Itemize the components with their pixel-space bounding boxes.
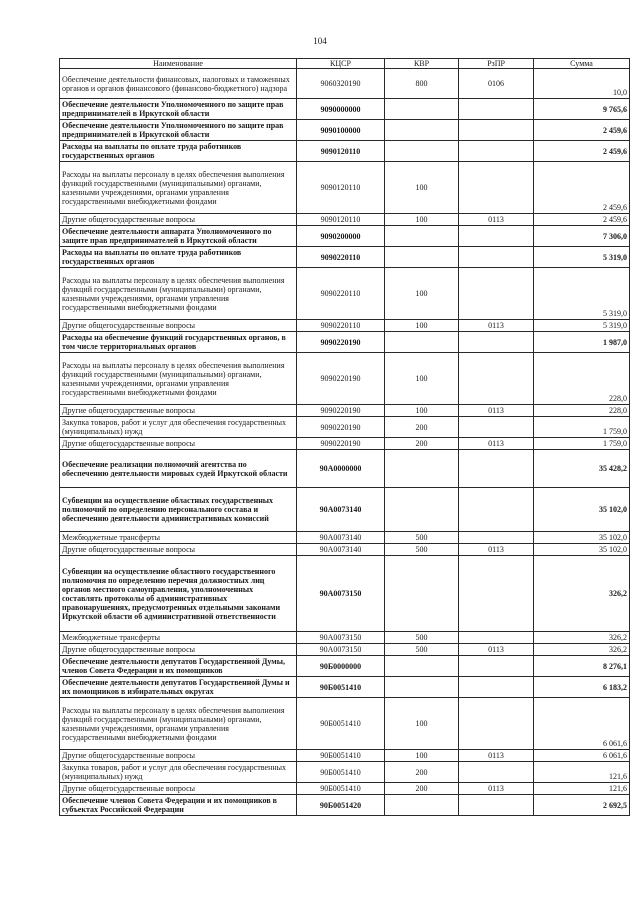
cell-kcsr: 9090220110	[297, 268, 385, 320]
cell-sum: 35 102,0	[534, 544, 630, 556]
cell-sum: 6 061,6	[534, 750, 630, 762]
cell-sum: 8 276,1	[534, 656, 630, 677]
cell-name: Обеспечение деятельности депутатов Государственной Думы, членов Совета Федерации и их помощников	[60, 656, 297, 677]
cell-sum: 121,6	[534, 762, 630, 783]
cell-kcsr: 9090120110	[297, 214, 385, 226]
cell-kcsr: 90Б0051410	[297, 762, 385, 783]
cell-kvr	[385, 226, 459, 247]
table-row	[60, 762, 630, 783]
table-row	[60, 405, 630, 417]
table-row	[60, 644, 630, 656]
table-row	[60, 226, 630, 247]
cell-kcsr: 9090220190	[297, 417, 385, 438]
cell-name: Другие общегосударственные вопросы	[60, 214, 297, 226]
cell-rzpr: 0113	[459, 750, 534, 762]
cell-name: Расходы на выплаты по оплате труда работников государственных органов	[60, 247, 297, 268]
cell-kvr: 200	[385, 417, 459, 438]
cell-sum: 35 428,2	[534, 450, 630, 488]
cell-kcsr: 90А0073140	[297, 488, 385, 532]
cell-rzpr	[459, 656, 534, 677]
table-row	[60, 141, 630, 162]
cell-sum: 121,6	[534, 783, 630, 795]
cell-kvr	[385, 488, 459, 532]
cell-sum: 2 459,6	[534, 214, 630, 226]
header-kcsr: КЦСР	[297, 59, 385, 69]
cell-kcsr: 90Б0051420	[297, 795, 385, 816]
table-row	[60, 544, 630, 556]
cell-kcsr: 9090220110	[297, 247, 385, 268]
cell-kcsr: 90А0073150	[297, 644, 385, 656]
cell-kvr: 100	[385, 698, 459, 750]
table-row	[60, 488, 630, 532]
cell-kvr: 200	[385, 783, 459, 795]
table-row	[60, 632, 630, 644]
cell-sum: 9 765,6	[534, 99, 630, 120]
cell-kcsr: 9060320190	[297, 69, 385, 99]
cell-kcsr: 90Б0051410	[297, 750, 385, 762]
cell-kvr: 200	[385, 762, 459, 783]
cell-sum: 35 102,0	[534, 488, 630, 532]
cell-rzpr	[459, 762, 534, 783]
cell-sum: 5 319,0	[534, 247, 630, 268]
cell-name: Обеспечение членов Совета Федерации и их помощников в субъектах Российской Федерации	[60, 795, 297, 816]
cell-name: Расходы на выплаты персоналу в целях обеспечения выполнения функций государственными (муниципальными) органами, казенными учреждениями, органами управления государственными внебюджетными фондами	[60, 353, 297, 405]
table-row	[60, 783, 630, 795]
cell-name: Межбюджетные трансферты	[60, 632, 297, 644]
cell-sum: 326,2	[534, 632, 630, 644]
cell-name: Другие общегосударственные вопросы	[60, 644, 297, 656]
cell-kcsr: 9090120110	[297, 141, 385, 162]
header-kvr: КВР	[385, 59, 459, 69]
cell-kcsr: 9090100000	[297, 120, 385, 141]
cell-name: Расходы на выплаты персоналу в целях обеспечения выполнения функций государственными (муниципальными) органами, казенными учреждениями, органами управления государственными внебюджетными фондами	[60, 698, 297, 750]
cell-sum: 1 759,0	[534, 438, 630, 450]
cell-rzpr	[459, 795, 534, 816]
cell-rzpr	[459, 677, 534, 698]
cell-sum: 326,2	[534, 556, 630, 632]
cell-rzpr	[459, 632, 534, 644]
cell-rzpr: 0106	[459, 69, 534, 99]
cell-kvr: 100	[385, 320, 459, 332]
header-rzpr: РзПР	[459, 59, 534, 69]
cell-kvr	[385, 556, 459, 632]
cell-rzpr	[459, 332, 534, 353]
cell-name: Другие общегосударственные вопросы	[60, 405, 297, 417]
cell-kvr: 100	[385, 162, 459, 214]
budget-table	[59, 58, 630, 816]
header-name: Наименование	[60, 59, 297, 69]
cell-rzpr	[459, 120, 534, 141]
table-row	[60, 795, 630, 816]
cell-kvr: 100	[385, 353, 459, 405]
cell-rzpr	[459, 417, 534, 438]
table-row	[60, 69, 630, 99]
cell-kvr	[385, 656, 459, 677]
cell-rzpr	[459, 268, 534, 320]
cell-rzpr	[459, 698, 534, 750]
cell-sum: 228,0	[534, 353, 630, 405]
table-row	[60, 214, 630, 226]
cell-kvr: 100	[385, 750, 459, 762]
table-row	[60, 698, 630, 750]
cell-kvr: 100	[385, 405, 459, 417]
table-row	[60, 320, 630, 332]
cell-kcsr: 90А0073150	[297, 632, 385, 644]
cell-name: Межбюджетные трансферты	[60, 532, 297, 544]
cell-kcsr: 9090120110	[297, 162, 385, 214]
cell-sum: 2 459,6	[534, 120, 630, 141]
cell-name: Другие общегосударственные вопросы	[60, 750, 297, 762]
cell-sum: 7 306,0	[534, 226, 630, 247]
table-header-row	[60, 59, 630, 69]
table-row	[60, 677, 630, 698]
cell-sum: 2 459,6	[534, 141, 630, 162]
cell-kvr	[385, 247, 459, 268]
cell-kvr	[385, 141, 459, 162]
cell-rzpr	[459, 247, 534, 268]
cell-name: Закупка товаров, работ и услуг для обеспечения государственных (муниципальных) нужд	[60, 762, 297, 783]
table-row	[60, 332, 630, 353]
cell-name: Обеспечение реализации полномочий агентства по обеспечению деятельности мировых судей Иркутской области	[60, 450, 297, 488]
table-row	[60, 268, 630, 320]
cell-kvr	[385, 332, 459, 353]
cell-kvr	[385, 450, 459, 488]
table-row	[60, 247, 630, 268]
table-row	[60, 353, 630, 405]
cell-kvr	[385, 99, 459, 120]
cell-kvr	[385, 795, 459, 816]
cell-name: Другие общегосударственные вопросы	[60, 544, 297, 556]
cell-name: Расходы на обеспечение функций государственных органов, в том числе территориальных органов	[60, 332, 297, 353]
cell-kcsr: 90Б0000000	[297, 656, 385, 677]
cell-name: Обеспечение деятельности Уполномоченного по защите прав предпринимателей в Иркутской области	[60, 99, 297, 120]
cell-kvr: 500	[385, 644, 459, 656]
cell-rzpr	[459, 353, 534, 405]
cell-rzpr	[459, 226, 534, 247]
cell-rzpr: 0113	[459, 544, 534, 556]
cell-kcsr: 90А0073140	[297, 532, 385, 544]
cell-sum: 2 459,6	[534, 162, 630, 214]
cell-name: Обеспечение деятельности Уполномоченного по защите прав предпринимателей в Иркутской области	[60, 120, 297, 141]
cell-kvr: 500	[385, 544, 459, 556]
cell-kcsr: 9090220190	[297, 405, 385, 417]
cell-rzpr: 0113	[459, 783, 534, 795]
cell-kcsr: 9090220190	[297, 332, 385, 353]
cell-name: Обеспечение деятельности аппарата Уполномоченного по защите прав предпринимателей в Иркутской области	[60, 226, 297, 247]
cell-rzpr	[459, 450, 534, 488]
cell-name: Расходы на выплаты персоналу в целях обеспечения выполнения функций государственными (муниципальными) органами, казенными учреждениями, органами управления государственными внебюджетными фондами	[60, 162, 297, 214]
cell-sum: 35 102,0	[534, 532, 630, 544]
cell-kvr: 500	[385, 632, 459, 644]
table-row	[60, 162, 630, 214]
cell-sum: 6 061,6	[534, 698, 630, 750]
cell-kvr	[385, 120, 459, 141]
table-row	[60, 556, 630, 632]
page-number: 104	[313, 36, 327, 46]
cell-kvr: 200	[385, 438, 459, 450]
cell-name: Обеспечение деятельности финансовых, налоговых и таможенных органов и органов финансового (финансово-бюджетного) надзора	[60, 69, 297, 99]
cell-rzpr	[459, 488, 534, 532]
cell-kvr: 100	[385, 214, 459, 226]
cell-sum: 1 759,0	[534, 417, 630, 438]
cell-kcsr: 9090220190	[297, 353, 385, 405]
cell-name: Другие общегосударственные вопросы	[60, 783, 297, 795]
cell-kcsr: 90А0073150	[297, 556, 385, 632]
cell-kcsr: 9090000000	[297, 99, 385, 120]
cell-rzpr: 0113	[459, 644, 534, 656]
table-row	[60, 99, 630, 120]
cell-kcsr: 9090220110	[297, 320, 385, 332]
cell-name: Другие общегосударственные вопросы	[60, 438, 297, 450]
cell-rzpr	[459, 99, 534, 120]
cell-kcsr: 9090200000	[297, 226, 385, 247]
cell-kvr: 100	[385, 268, 459, 320]
cell-name: Обеспечение деятельности депутатов Государственной Думы и их помощников в избирательных округах	[60, 677, 297, 698]
cell-kvr	[385, 677, 459, 698]
cell-kcsr: 90А0000000	[297, 450, 385, 488]
cell-rzpr	[459, 162, 534, 214]
cell-name: Другие общегосударственные вопросы	[60, 320, 297, 332]
table-row	[60, 120, 630, 141]
cell-kvr: 800	[385, 69, 459, 99]
cell-sum: 2 692,5	[534, 795, 630, 816]
cell-name: Расходы на выплаты персоналу в целях обеспечения выполнения функций государственными (муниципальными) органами, казенными учреждениями, органами управления государственными внебюджетными фондами	[60, 268, 297, 320]
cell-rzpr: 0113	[459, 405, 534, 417]
cell-rzpr	[459, 141, 534, 162]
table-row	[60, 750, 630, 762]
cell-rzpr	[459, 532, 534, 544]
cell-rzpr: 0113	[459, 320, 534, 332]
cell-sum: 5 319,0	[534, 320, 630, 332]
cell-sum: 10,0	[534, 69, 630, 99]
table-row	[60, 438, 630, 450]
table-body	[60, 69, 630, 816]
table-row	[60, 656, 630, 677]
cell-rzpr	[459, 556, 534, 632]
table-row	[60, 417, 630, 438]
cell-sum: 6 183,2	[534, 677, 630, 698]
cell-kvr: 500	[385, 532, 459, 544]
cell-name: Закупка товаров, работ и услуг для обеспечения государственных (муниципальных) нужд	[60, 417, 297, 438]
cell-kcsr: 90Б0051410	[297, 677, 385, 698]
cell-kcsr: 9090220190	[297, 438, 385, 450]
cell-sum: 228,0	[534, 405, 630, 417]
cell-kcsr: 90Б0051410	[297, 783, 385, 795]
cell-sum: 1 987,0	[534, 332, 630, 353]
cell-kcsr: 90Б0051410	[297, 698, 385, 750]
cell-sum: 326,2	[534, 644, 630, 656]
table-row	[60, 532, 630, 544]
table-row	[60, 450, 630, 488]
header-sum: Сумма	[534, 59, 630, 69]
cell-name: Субвенции на осуществление областного государственного полномочия по определению перечня должностных лиц органов местного самоуправления, уполномоченных составлять протоколы об административных правонарушениях, предусмотренных отдельными законами Иркутской области об административной ответственности	[60, 556, 297, 632]
cell-name: Субвенции на осуществление областных государственных полномочий по определению персонального состава и обеспечению деятельности административных комиссий	[60, 488, 297, 532]
cell-kcsr: 90А0073140	[297, 544, 385, 556]
cell-name: Расходы на выплаты по оплате труда работников государственных органов	[60, 141, 297, 162]
cell-rzpr: 0113	[459, 438, 534, 450]
cell-rzpr: 0113	[459, 214, 534, 226]
cell-sum: 5 319,0	[534, 268, 630, 320]
